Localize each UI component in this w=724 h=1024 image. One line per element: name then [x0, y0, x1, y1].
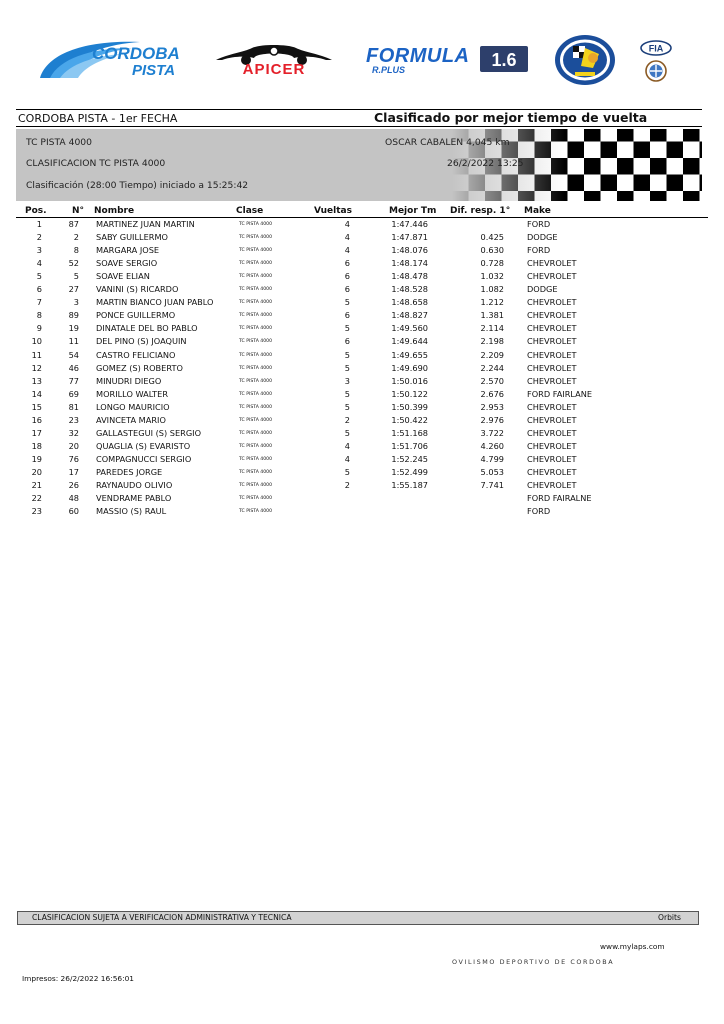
cell-make: DODGE — [527, 284, 558, 295]
cell-class: TC PISTA 4000 — [239, 313, 272, 319]
table-row — [0, 363, 724, 376]
cell-gap-to-first: 0.630 — [480, 245, 504, 256]
table-row — [0, 310, 724, 323]
session-detail: Clasificación (28:00 Tiempo) iniciado a 15:25:42 — [26, 180, 249, 191]
cell-driver-name: COMPAGNUCCI SERGIO — [96, 453, 192, 464]
table-row — [0, 219, 724, 232]
cell-best-time: 1:48.827 — [391, 310, 428, 321]
cell-laps: 6 — [344, 271, 350, 282]
cell-best-time: 1:48.528 — [391, 284, 428, 295]
cell-laps: 5 — [344, 466, 350, 477]
cell-best-time: 1:50.422 — [391, 414, 428, 425]
cell-driver-name: SOAVE SERGIO — [96, 258, 158, 269]
cell-make: CHEVROLET — [527, 401, 577, 412]
cell-car-number: 19 — [68, 323, 79, 334]
apicer-logo — [208, 40, 340, 76]
cell-car-number: 2 — [73, 232, 79, 243]
cell-best-time: 1:49.644 — [391, 336, 428, 347]
cell-position: 1 — [36, 219, 42, 229]
cell-laps: 4 — [344, 232, 350, 243]
cell-laps: 5 — [344, 297, 350, 308]
cell-best-time: 1:52.499 — [391, 466, 428, 477]
cell-gap-to-first: 1.082 — [480, 284, 504, 295]
cell-driver-name: DEL PINO (S) JOAQUIN — [96, 336, 187, 347]
cell-laps: 6 — [344, 336, 350, 347]
report-title: Clasificado por mejor tiempo de vuelta — [374, 110, 648, 125]
cell-car-number: 77 — [68, 375, 79, 386]
cell-laps: 4 — [344, 245, 350, 256]
cell-position: 22 — [31, 493, 42, 504]
cell-make: CHEVROLET — [527, 297, 577, 308]
formula-logo-sub: R.PLUS — [372, 65, 406, 75]
table-row — [0, 336, 724, 349]
cell-laps: 4 — [344, 440, 350, 451]
cell-position: 14 — [31, 388, 42, 399]
cell-driver-name: MINUDRI DIEGO — [96, 375, 162, 386]
cell-best-time: 1:49.560 — [391, 323, 428, 334]
cell-gap-to-first: 1.032 — [480, 271, 504, 282]
cell-laps: 6 — [344, 284, 350, 295]
fia-logo — [640, 40, 672, 56]
cell-best-time: 1:51.168 — [391, 427, 428, 438]
cell-position: 10 — [31, 336, 42, 347]
cell-make: CHEVROLET — [527, 323, 577, 334]
session-name: CLASIFICACION TC PISTA 4000 — [26, 158, 166, 169]
cell-class: TC PISTA 4000 — [239, 469, 272, 475]
formula-logo-number: 1.6 — [491, 50, 517, 70]
table-row — [0, 245, 724, 258]
cell-laps: 5 — [344, 349, 350, 360]
cell-make: CHEVROLET — [527, 310, 577, 321]
cell-car-number: 52 — [68, 258, 79, 269]
cell-car-number: 20 — [68, 440, 79, 451]
cell-driver-name: MORILLO WALTER — [96, 388, 169, 399]
printed-timestamp: Impresos: 26/2/2022 16:56:01 — [22, 974, 134, 983]
cell-car-number: 5 — [73, 271, 79, 282]
cell-gap-to-first: 3.722 — [480, 427, 504, 438]
cell-car-number: 8 — [73, 245, 79, 256]
cell-position: 8 — [36, 310, 42, 321]
cell-make: CHEVROLET — [527, 258, 577, 269]
cell-car-number: 46 — [68, 362, 79, 373]
cell-class: TC PISTA 4000 — [239, 456, 272, 462]
cell-driver-name: GOMEZ (S) ROBERTO — [96, 362, 183, 373]
cell-gap-to-first: 0.425 — [480, 232, 504, 243]
cell-gap-to-first: 2.676 — [480, 388, 504, 399]
cell-position: 11 — [31, 349, 42, 360]
cell-laps: 6 — [344, 258, 350, 269]
cell-best-time: 1:50.016 — [391, 375, 428, 386]
cell-position: 13 — [31, 375, 42, 386]
cell-make: CHEVROLET — [527, 375, 577, 386]
cell-car-number: 32 — [68, 427, 79, 438]
cell-car-number: 89 — [68, 310, 79, 321]
cell-laps: 5 — [344, 362, 350, 373]
table-row — [0, 271, 724, 284]
cell-driver-name: MASSIO (S) RAUL — [96, 506, 167, 517]
cell-position: 7 — [36, 297, 42, 308]
col-header-pos: Pos. — [25, 206, 47, 216]
cell-make: DODGE — [527, 232, 558, 243]
table-row — [0, 402, 724, 415]
club-emblem-logo — [553, 34, 617, 86]
cell-make: FORD FAIRALNE — [527, 493, 592, 504]
cell-best-time: 1:48.478 — [391, 271, 428, 282]
cell-driver-name: MARGARA JOSE — [96, 245, 160, 256]
header-bottom-rule — [16, 126, 702, 127]
cell-class: TC PISTA 4000 — [239, 352, 272, 358]
cell-driver-name: MARTIN BIANCO JUAN PABLO — [96, 297, 214, 308]
col-header-name: Nombre — [94, 206, 135, 216]
cell-position: 20 — [31, 466, 42, 477]
cell-position: 19 — [31, 453, 42, 464]
table-row — [0, 415, 724, 428]
track-name: OSCAR CABALEN 4,045 km — [385, 137, 510, 148]
cell-car-number: 81 — [68, 401, 79, 412]
footer-website: www.mylaps.com — [600, 942, 665, 951]
cell-class: TC PISTA 4000 — [239, 378, 272, 384]
cell-driver-name: PONCE GUILLERMO — [96, 310, 176, 321]
cell-gap-to-first: 2.114 — [480, 323, 504, 334]
table-row — [0, 284, 724, 297]
cell-gap-to-first: 5.053 — [480, 466, 504, 477]
cell-position: 6 — [36, 284, 42, 295]
col-header-make: Make — [524, 206, 551, 216]
table-header-rule — [16, 217, 708, 218]
table-row — [0, 297, 724, 310]
cell-laps: 5 — [344, 323, 350, 334]
cell-driver-name: PAREDES JORGE — [96, 466, 163, 477]
cell-position: 18 — [31, 440, 42, 451]
cell-make: FORD — [527, 506, 551, 517]
table-row — [0, 376, 724, 389]
cell-gap-to-first: 2.198 — [480, 336, 504, 347]
table-row — [0, 428, 724, 441]
cell-driver-name: MARTINEZ JUAN MARTIN — [96, 219, 195, 229]
cell-gap-to-first: 1.381 — [480, 310, 504, 321]
col-header-number: N° — [72, 206, 85, 216]
cell-position: 9 — [36, 323, 42, 334]
cell-car-number: 26 — [68, 480, 79, 490]
cell-car-number: 87 — [68, 219, 79, 229]
cell-driver-name: SOAVE ELIAN — [96, 271, 150, 282]
cell-class: TC PISTA 4000 — [239, 248, 272, 254]
cell-car-number: 17 — [68, 466, 79, 477]
federation-emblem-logo — [642, 60, 670, 82]
cell-best-time: 1:49.690 — [391, 362, 428, 373]
cell-gap-to-first: 4.799 — [480, 453, 504, 464]
cell-class: TC PISTA 4000 — [239, 274, 272, 280]
cell-make: CHEVROLET — [527, 453, 577, 464]
cell-best-time: 1:50.399 — [391, 401, 428, 412]
cell-car-number: 23 — [68, 414, 79, 425]
cell-best-time: 1:51.706 — [391, 440, 428, 451]
table-row — [0, 454, 724, 467]
cell-car-number: 60 — [68, 506, 79, 517]
apicer-logo-text: APICER — [242, 61, 306, 76]
cell-make: CHEVROLET — [527, 349, 577, 360]
table-row — [0, 232, 724, 245]
session-datetime: 26/2/2022 13:25 — [447, 158, 524, 169]
cell-laps: 4 — [344, 453, 350, 464]
col-header-best-time: Mejor Tm — [389, 206, 437, 216]
cell-class: TC PISTA 4000 — [239, 300, 272, 306]
cell-car-number: 48 — [68, 493, 79, 504]
cell-class: TC PISTA 4000 — [239, 496, 272, 502]
cell-gap-to-first: 2.209 — [480, 349, 504, 360]
cell-driver-name: RAYNAUDO OLIVIO — [96, 480, 173, 490]
cell-laps: 2 — [344, 480, 350, 490]
cell-gap-to-first: 2.976 — [480, 414, 504, 425]
cell-gap-to-first: 7.741 — [480, 480, 504, 490]
cell-class: TC PISTA 4000 — [239, 287, 272, 293]
cell-gap-to-first: 2.244 — [480, 362, 504, 373]
session-info-box — [16, 129, 702, 201]
cell-laps: 6 — [344, 310, 350, 321]
cell-driver-name: VENDRAME PABLO — [96, 493, 172, 504]
formula-1-6-logo — [364, 42, 530, 76]
cell-class: TC PISTA 4000 — [239, 339, 272, 345]
table-row — [0, 389, 724, 402]
cell-driver-name: AVINCETA MARIO — [96, 414, 166, 425]
cell-best-time: 1:48.658 — [391, 297, 428, 308]
cell-best-time: 1:47.446 — [391, 219, 428, 229]
cell-driver-name: VANINI (S) RICARDO — [96, 284, 179, 295]
fia-logo-text: FIA — [648, 43, 664, 54]
cell-make: FORD — [527, 219, 551, 229]
cell-position: 15 — [31, 401, 42, 412]
cell-class: TC PISTA 4000 — [239, 509, 272, 515]
cell-driver-name: SABY GUILLERMO — [96, 232, 168, 243]
cell-class: TC PISTA 4000 — [239, 404, 272, 410]
cell-best-time: 1:48.174 — [391, 258, 428, 269]
cell-car-number: 54 — [68, 349, 79, 360]
cell-position: 21 — [31, 480, 42, 490]
cell-laps: 5 — [344, 427, 350, 438]
cell-car-number: 27 — [68, 284, 79, 295]
cell-make: CHEVROLET — [527, 414, 577, 425]
cell-make: CHEVROLET — [527, 336, 577, 347]
cell-class: TC PISTA 4000 — [239, 417, 272, 423]
col-header-diff: Dif. resp. 1° — [450, 206, 511, 216]
cordoba-pista-logo-line1: CORDOBA — [92, 44, 180, 63]
footer-organization: OVILISMO DEPORTIVO DE CORDOBA — [452, 958, 615, 966]
cell-class: TC PISTA 4000 — [239, 261, 272, 267]
footer-orbits: Orbits — [658, 913, 681, 922]
cell-laps: 5 — [344, 388, 350, 399]
table-row — [0, 480, 724, 493]
cell-position: 17 — [31, 427, 42, 438]
cell-class: TC PISTA 4000 — [239, 222, 272, 227]
cell-best-time: 1:50.122 — [391, 388, 428, 399]
cell-car-number: 11 — [68, 336, 79, 347]
cell-best-time: 1:47.871 — [391, 232, 428, 243]
table-row — [0, 467, 724, 480]
cell-best-time: 1:52.245 — [391, 453, 428, 464]
cell-make: CHEVROLET — [527, 480, 577, 490]
cell-laps: 4 — [344, 219, 350, 229]
cell-make: FORD FAIRLANE — [527, 388, 593, 399]
cell-class: TC PISTA 4000 — [239, 430, 272, 436]
table-row — [0, 350, 724, 363]
cordoba-pista-logo-line2: PISTA — [132, 62, 176, 79]
cell-best-time: 1:55.187 — [391, 480, 428, 490]
cell-gap-to-first: 2.953 — [480, 401, 504, 412]
cell-position: 2 — [36, 232, 42, 243]
cell-make: FORD — [527, 245, 551, 256]
cell-driver-name: GALLASTEGUI (S) SERGIO — [96, 427, 202, 438]
cell-position: 4 — [36, 258, 42, 269]
cell-laps: 5 — [344, 401, 350, 412]
table-row — [0, 493, 724, 506]
cell-position: 23 — [31, 506, 42, 517]
cell-gap-to-first: 0.728 — [480, 258, 504, 269]
cell-class: TC PISTA 4000 — [239, 365, 272, 371]
col-header-laps: Vueltas — [314, 206, 352, 216]
cell-class: TC PISTA 4000 — [239, 391, 272, 397]
cell-make: CHEVROLET — [527, 427, 577, 438]
table-row — [0, 323, 724, 336]
cell-position: 16 — [31, 414, 42, 425]
table-row — [0, 258, 724, 271]
cell-driver-name: LONGO MAURICIO — [96, 401, 170, 412]
formula-logo-word: FORMULA — [366, 45, 470, 67]
cell-position: 12 — [31, 362, 42, 373]
cell-class: TC PISTA 4000 — [239, 326, 272, 332]
cell-make: CHEVROLET — [527, 271, 577, 282]
cell-best-time: 1:48.076 — [391, 245, 428, 256]
footer-note: CLASIFICACION SUJETA A VERIFICACION ADMINISTRATIVA Y TECNICA — [32, 913, 292, 922]
cell-driver-name: CASTRO FELICIANO — [96, 349, 176, 360]
table-row — [0, 506, 724, 519]
category-name: TC PISTA 4000 — [26, 137, 92, 148]
cell-position: 3 — [36, 245, 42, 256]
cell-gap-to-first: 1.212 — [480, 297, 504, 308]
cell-car-number: 3 — [73, 297, 79, 308]
cell-gap-to-first: 4.260 — [480, 440, 504, 451]
cell-car-number: 76 — [68, 453, 79, 464]
cell-driver-name: QUAGLIA (S) EVARISTO — [96, 440, 191, 451]
event-title: CORDOBA PISTA - 1er FECHA — [18, 112, 178, 125]
cell-position: 5 — [36, 271, 42, 282]
cell-car-number: 69 — [68, 388, 79, 399]
cordoba-pista-logo — [36, 38, 186, 80]
cell-best-time: 1:49.655 — [391, 349, 428, 360]
cell-class: TC PISTA 4000 — [239, 483, 272, 488]
table-row — [0, 441, 724, 454]
cell-make: CHEVROLET — [527, 362, 577, 373]
cell-gap-to-first: 2.570 — [480, 375, 504, 386]
cell-laps: 2 — [344, 414, 350, 425]
cell-driver-name: DINATALE DEL BO PABLO — [96, 323, 198, 334]
cell-make: CHEVROLET — [527, 440, 577, 451]
cell-make: CHEVROLET — [527, 466, 577, 477]
col-header-class: Clase — [236, 206, 264, 216]
cell-laps: 3 — [344, 375, 350, 386]
cell-class: TC PISTA 4000 — [239, 235, 272, 241]
cell-class: TC PISTA 4000 — [239, 443, 272, 449]
